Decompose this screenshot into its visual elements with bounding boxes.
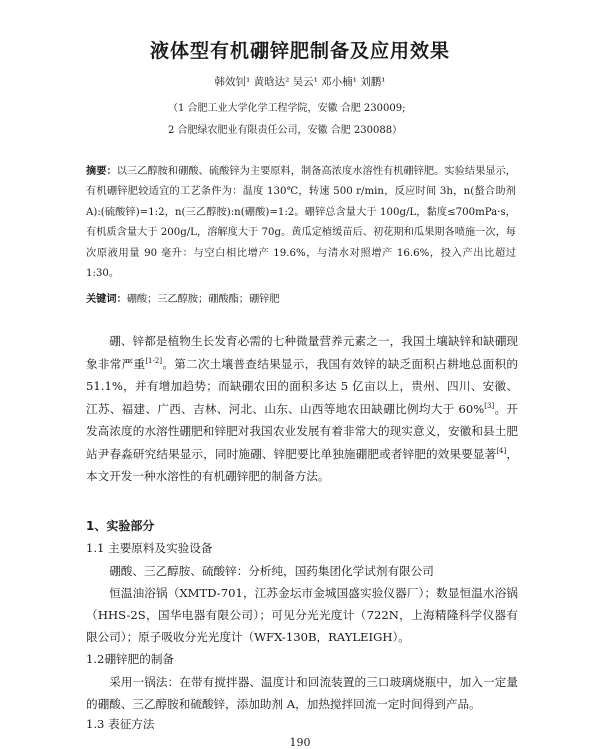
equipment-paragraph: 恒温油浴锅（XMTD-701，江苏金坛市金城国盛实验仪器厂）；数显恒温水浴锅（HHS-2S，国华电器有限公司）；可见分光光度计（722N，上海精隆科学仪器有限公司）；原子吸收分光光度计（WFX-130B，RAYLEIGH）。 <box>86 586 518 644</box>
intro-text-d: ，本文开发一种水溶性的有机硼锌肥的制备方法。 <box>86 446 518 483</box>
abstract-label: 摘要： <box>86 166 117 177</box>
subsection-heading-characterization: 1.3 表征方法 <box>86 717 155 731</box>
citation-ref-1: [1-2] <box>145 356 163 365</box>
keywords <box>86 292 516 308</box>
citation-ref-3: [4] <box>496 446 507 455</box>
intro-text-c: 。开发高浓度的水溶性硼肥和锌肥对我国农业发展有着非常大的现实意义，安徽和县土肥站尹春淼研究结果显示，同时施硼、锌肥要比单独施硼肥或者锌肥的效果要显著 <box>86 401 518 461</box>
affiliation-2: 2 合肥绿农肥业有限责任公司，安徽 合肥 230088） <box>168 125 403 136</box>
abstract-text: 以三乙醇胺和硼酸、硫酸锌为主要原料，制备高浓度水溶性有机硼锌肥。实验结果显示，有机硼锌肥较适宜的工艺条件为：温度 130℃，转速 500 r/min，反应时间 3h，n(螯合助剂 A):(硫酸锌)=1:2，n(三乙醇胺):n(硼酸)=1:2。硼锌总含量大于 100g/L，黏度≤700mPa·s，有机质含量大于 200g/L，溶解度大于 70g。黄瓜定植缓苗后、初花期和瓜果期各喷施一次，每次原液用量 90 毫升：与空白相比增产 19.6%，与清水对照增产 16.6%，投入产出比超过 1:30。 <box>86 166 516 280</box>
abstract <box>86 162 516 284</box>
page-number: 190 <box>289 736 311 749</box>
subsection-heading-preparation: 1.2硼锌肥的制备 <box>86 652 175 666</box>
keywords-label: 关键词： <box>86 294 127 305</box>
citation-ref-2: [3] <box>484 401 495 410</box>
intro-text-b: 。第二次土壤普查结果显示，我国有效锌的缺乏面积占耕地总面积的 51.1%，并有增加趋势；而缺硼农田的面积多达 5 亿亩以上，贵州、四川、安徽、江苏、福建、广西、吉林、河北、山东、山西等地农田缺硼比例均大于 60% <box>86 356 518 416</box>
materials-paragraph: 硼酸、三乙醇胺、硫酸锌：分析纯，国药集团化学试剂有限公司 <box>109 564 434 578</box>
affiliation-1: （1 合肥工业大学化学工程学院，安徽 合肥 230009; <box>168 103 406 114</box>
section-heading-experimental: 1、实验部分 <box>86 519 155 533</box>
intro-text-a: 硼、锌都是植物生长发育必需的七种微量营养元素之一，我国土壤缺锌和缺硼现象非常严重 <box>86 334 518 371</box>
paper-title: 液体型有机硼锌肥制备及应用效果 <box>149 40 450 62</box>
preparation-paragraph: 采用一锅法：在带有搅拌器、温度计和回流装置的三口玻璃烧瓶中，加入一定量的硼酸、三乙醇胺和硫酸锌，添加助剂 A，加热搅拌回流一定时间得到产品。 <box>86 675 518 711</box>
keywords-text: 硼酸；三乙醇胺；硼酸酯；硼锌肥 <box>126 294 280 305</box>
subsection-heading-materials: 1.1 主要原料及实验设备 <box>86 541 213 555</box>
introduction-paragraph <box>86 330 518 488</box>
author-list: 韩效钊¹ 黄晗达² 吴云¹ 邓小楠¹ 刘鹏¹ <box>214 76 386 88</box>
